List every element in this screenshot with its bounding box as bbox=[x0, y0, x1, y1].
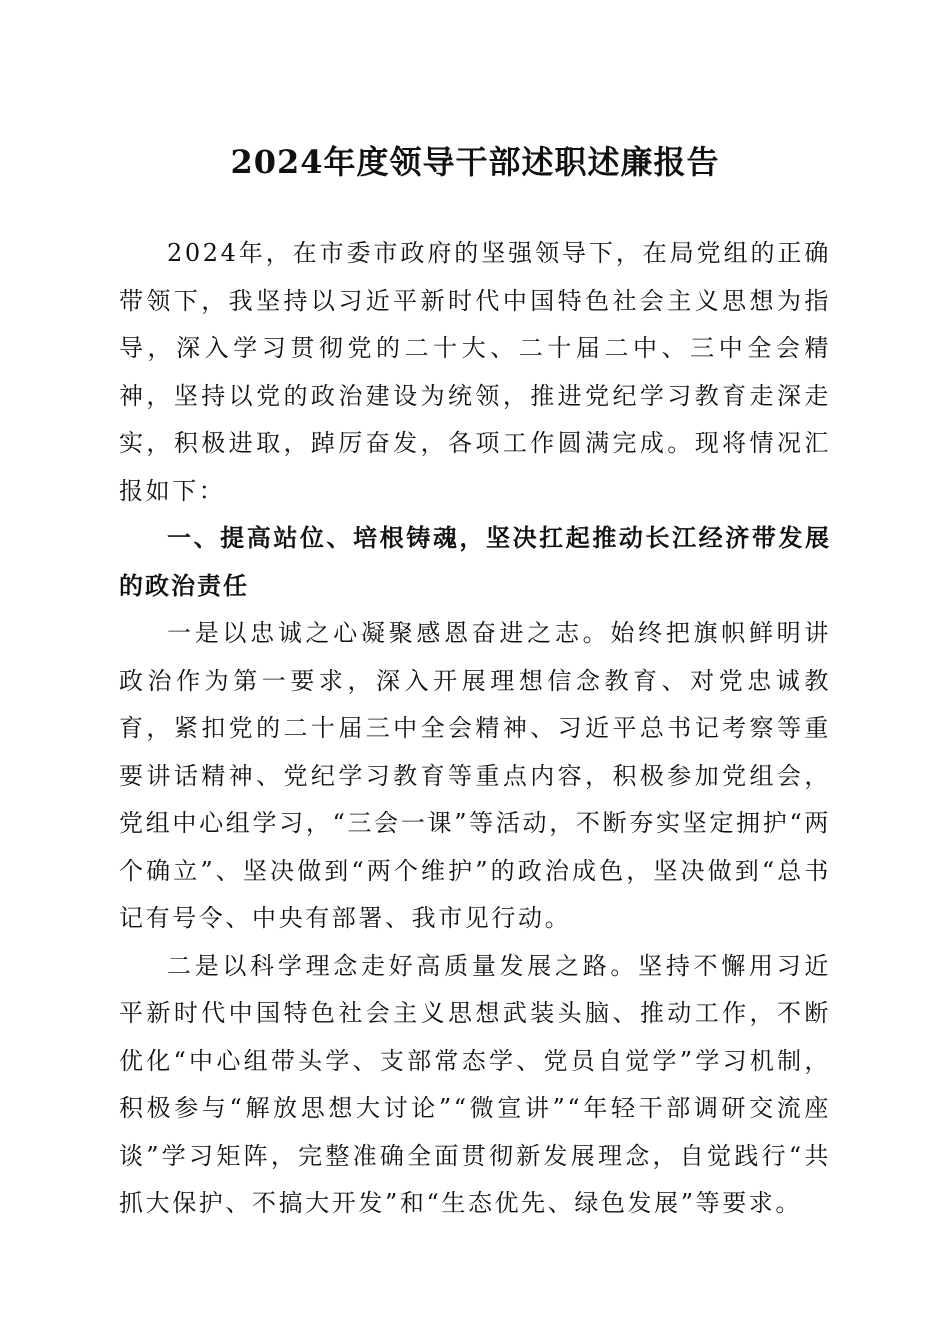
document-body bbox=[119, 230, 831, 1228]
point-lead-1: 一是以忠诚之心凝聚感恩奋进之志。 bbox=[167, 619, 611, 647]
point-body-1: 始终把旗帜鲜明讲政治作为第一要求，深入开展理想信念教育、对党忠诚教育，紧扣党的二十届三中全会精神、习近平总书记考察等重要讲话精神、党纪学习教育等重点内容，积极参加党组会，党组中心组学习，“三会一课”等活动，不断夯实坚定拥护“两个确立”、坚决做到“两个维护”的政治成色，坚决做到“总书记有号令、中央有部署、我市见行动。 bbox=[119, 619, 831, 932]
point-paragraph-1 bbox=[119, 610, 831, 943]
point-paragraph-2 bbox=[119, 943, 831, 1228]
point-body-2: 坚持不懈用习近平新时代中国特色社会主义思想武装头脑、推动工作，不断优化“中心组带头学、支部常态学、党员自觉学”学习机制，积极参与“解放思想大讨论”“微宣讲”“年轻干部调研交流座谈”学习矩阵，完整准确全面贯彻新发展理念，自觉践行“共抓大保护、不搞大开发”和“生态优先、绿色发展”等要求。 bbox=[119, 951, 832, 1217]
intro-paragraph: 2024年，在市委市政府的坚强领导下，在局党组的正确带领下，我坚持以习近平新时代中国特色社会主义思想为指导，深入学习贯彻党的二十大、二十届二中、三中全会精神，坚持以党的政治建设为统领，推进党纪学习教育走深走实，积极进取，踔厉奋发，各项工作圆满完成。现将情况汇报如下： bbox=[119, 239, 831, 505]
section-heading-1: 一、提高站位、培根铸魂，坚决扛起推动长江经济带发展的政治责任 bbox=[119, 524, 831, 600]
point-lead-2: 二是以科学理念走好高质量发展之路。 bbox=[167, 951, 639, 980]
document-title: 2024年度领导干部述职述廉报告 bbox=[230, 143, 720, 181]
